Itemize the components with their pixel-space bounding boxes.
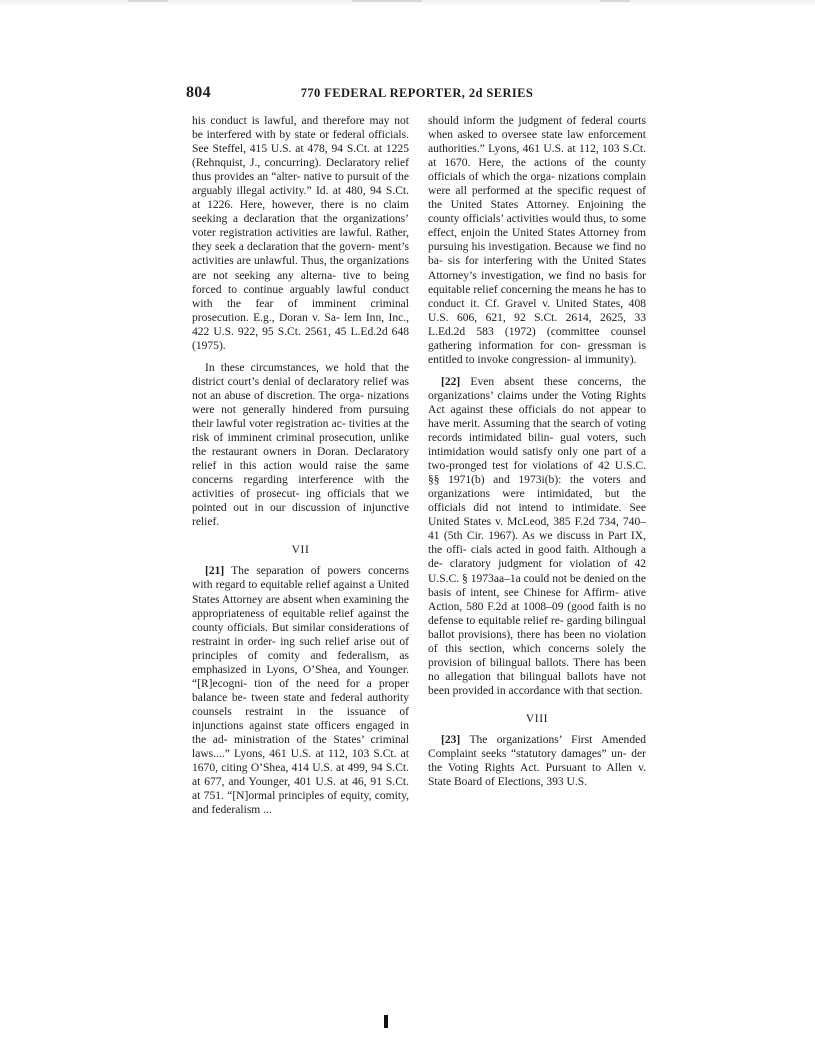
redaction-mark [384, 1015, 388, 1028]
paragraph-text: The organizations’ First Amended Complaint seeks “statutory damages” un- der the Voting Rights Act. Pursuant to Allen v. State Board of Elections, 393 U.S. [428, 733, 646, 789]
running-head: 770 FEDERAL REPORTER, 2d SERIES [300, 86, 534, 100]
paragraph: In these circumstances, we hold that the district court’s denial of declaratory relief was not an abuse of discretion. The orga- nizations were not generally hindered from pursuing their lawful voter registration ac- tivities at the risk of imminent criminal prosecution, unlike the restaurant owners in Doran. Declaratory relief in this action would raise the same concerns regarding interference with the activities of prosecut- ing officials that we pointed out in our discussion of injunctive relief. [192, 361, 409, 529]
paragraph-text: Even absent these concerns, the organizations’ claims under the Voting Rights Act against these officials do not appear to have merit. Assuming that the search of voting records intimidated bilin- gual voters, such intimidation would satisfy only one part of a two-pronged test for violations of 42 U.S.C. §§ 1971(b) and 1973i(b): the voters and organizations were intimidated, but the officials did not intend to intimidate. See United States v. McLeod, 385 F.2d 734, 740–41 (5th Cir. 1967). As we discuss in Part IX, the offi- cials acted in good faith. Although a de- claratory judgment for violation of 42 U.S.C. § 1973aa–1a could not be denied on the basis of intent, see Chinese for Affirm- ative Action, 580 F.2d at 1008–09 (good faith is no defense to equitable relief re- garding bilingual ballot provisions), there has been no violation of this section, which concerns solely the provision of bilingual ballots. There has been no allegation that bilingual ballots have not been provided in accordance with that section. [428, 375, 646, 697]
scan-mark [128, 0, 168, 2]
page-header [186, 84, 648, 106]
paragraph-text: The separation of powers concerns with regard to equitable relief against a United States Attorney are absent when examining the appropriateness of equitable relief against the county officials. But similar considerations of restraint in order- ing such relief arise out of principles of comity and federalism, as emphasized in Lyons, O’Shea, and Younger. “[R]ecogni- tion of the need for a proper balance be- tween state and federal authority counsels restraint in the issuance of injunctions against state officers engaged in the ad- ministration of the States’ criminal laws....” Lyons, 461 U.S. at 112, 103 S.Ct. at 1670, citing O’Shea, 414 U.S. at 499, 94 S.Ct. at 677, and Younger, 401 U.S. at 46, 91 S.Ct. at 751. “[N]ormal principles of equity, comity, and federalism ... [192, 565, 409, 817]
headnote-number: [21] [205, 565, 225, 578]
paragraph [192, 564, 409, 817]
right-column [428, 114, 646, 789]
page-number: 804 [186, 84, 211, 101]
paragraph [428, 733, 646, 789]
scan-mark [352, 0, 422, 2]
section-heading-viii: VIII [525, 712, 549, 725]
left-column [192, 114, 409, 817]
paragraph: should inform the judgment of federal courts when asked to oversee state law enforcement authorities.” Lyons, 461 U.S. at 112, 103 S.Ct. at 1670. Here, the actions of the county officials of which the orga- nizations complain were all performed at the specific request of the United States Attorney. Enjoining the county officials’ activities would thus, to some effect, enjoin the United States Attorney from pursuing his investigation. Because we find no ba- sis for interfering with the United States Attorney’s investigation, we find no basis for equitable relief concerning the means he has to conduct it. Cf. Gravel v. United States, 408 U.S. 606, 621, 92 S.Ct. 2614, 2625, 33 L.Ed.2d 583 (1972) (committee counsel gathering information for con- gressman is entitled to invoke congression- al immunity). [428, 115, 646, 366]
headnote-number: [23] [441, 733, 461, 746]
headnote-number: [22] [441, 375, 461, 388]
paragraph [428, 375, 646, 698]
scan-mark [600, 0, 630, 2]
section-heading-vii: VII [291, 544, 310, 557]
paragraph: his conduct is lawful, and therefore may not be interfered with by state or federal officials. See Steffel, 415 U.S. at 478, 94 S.Ct. at 1225 (Rehnquist, J., concurring). Declaratory relief thus provides an “alter- native to pursuit of the arguably illegal activity.” Id. at 480, 94 S.Ct. at 1226. Here, however, there is no claim seeking a declaration that the organizations’ voter registration activities are lawful. Rather, they seek a declaration that the govern- ment’s activities are unlawful. Thus, the organizations are not seeking any alterna- tive to being forced to continue arguably lawful conduct with the fear of imminent criminal prosecution. E.g., Doran v. Sa- lem Inn, Inc., 422 U.S. 922, 95 S.Ct. 2561, 45 L.Ed.2d 648 (1975). [192, 115, 409, 352]
